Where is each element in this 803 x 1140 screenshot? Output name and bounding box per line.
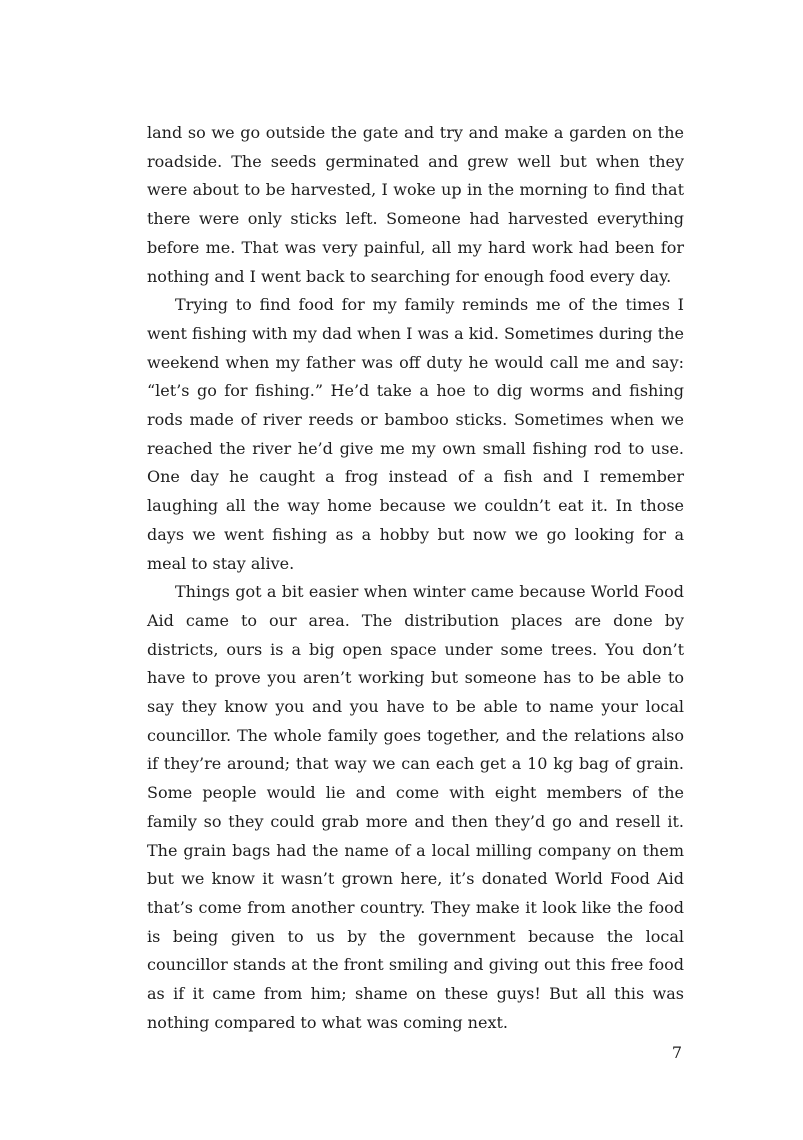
body-text [147, 119, 684, 1038]
paragraph-3: Things got a bit easier when winter came because World Food Aid came to our area. The distribution places are done by districts, ours is a big open space under some trees. You don’t have to prove you aren’t working but someone has to be able to say they know you and you have to be able to name your local councillor. The whole family goes together, and the relations also if they’re around; that way we can each get a 10 kg bag of grain. Some people would lie and come with eight members of the family so they could grab more and then they’d go and resell it. The grain bags had the name of a local milling company on them but we know it wasn’t grown here, it’s donated World Food Aid that’s come from another country. They make it look like the food is being given to us by the government because the local councillor stands at the front smiling and giving out this free food as if it came from him; shame on these guys! But all this was nothing compared to what was coming next. [147, 582, 684, 1032]
page-number: 7 [671, 1043, 682, 1062]
paragraph-2: Trying to find food for my family reminds me of the times I went fishing with my dad when I was a kid. Sometimes during the weekend when my father was off duty he would call me and say: “let’s go for fishing.” He’d take a hoe to dig worms and fishing rods made of river reeds or bamboo sticks. Sometimes when we reached the river he’d give me my own small fishing rod to use. One day he caught a frog instead of a fish and I remember laughing all the way home because we couldn’t eat it. In those days we went fishing as a hobby but now we go looking for a meal to stay alive. [147, 295, 684, 573]
paragraph-1: land so we go outside the gate and try and make a garden on the roadside. The seeds germinated and grew well but when they were about to be harvested, I woke up in the morning to find that there were only sticks left. Someone had harvested everything before me. That was very painful, all my hard work had been for nothing and I went back to searching for enough food every day. [147, 123, 684, 286]
